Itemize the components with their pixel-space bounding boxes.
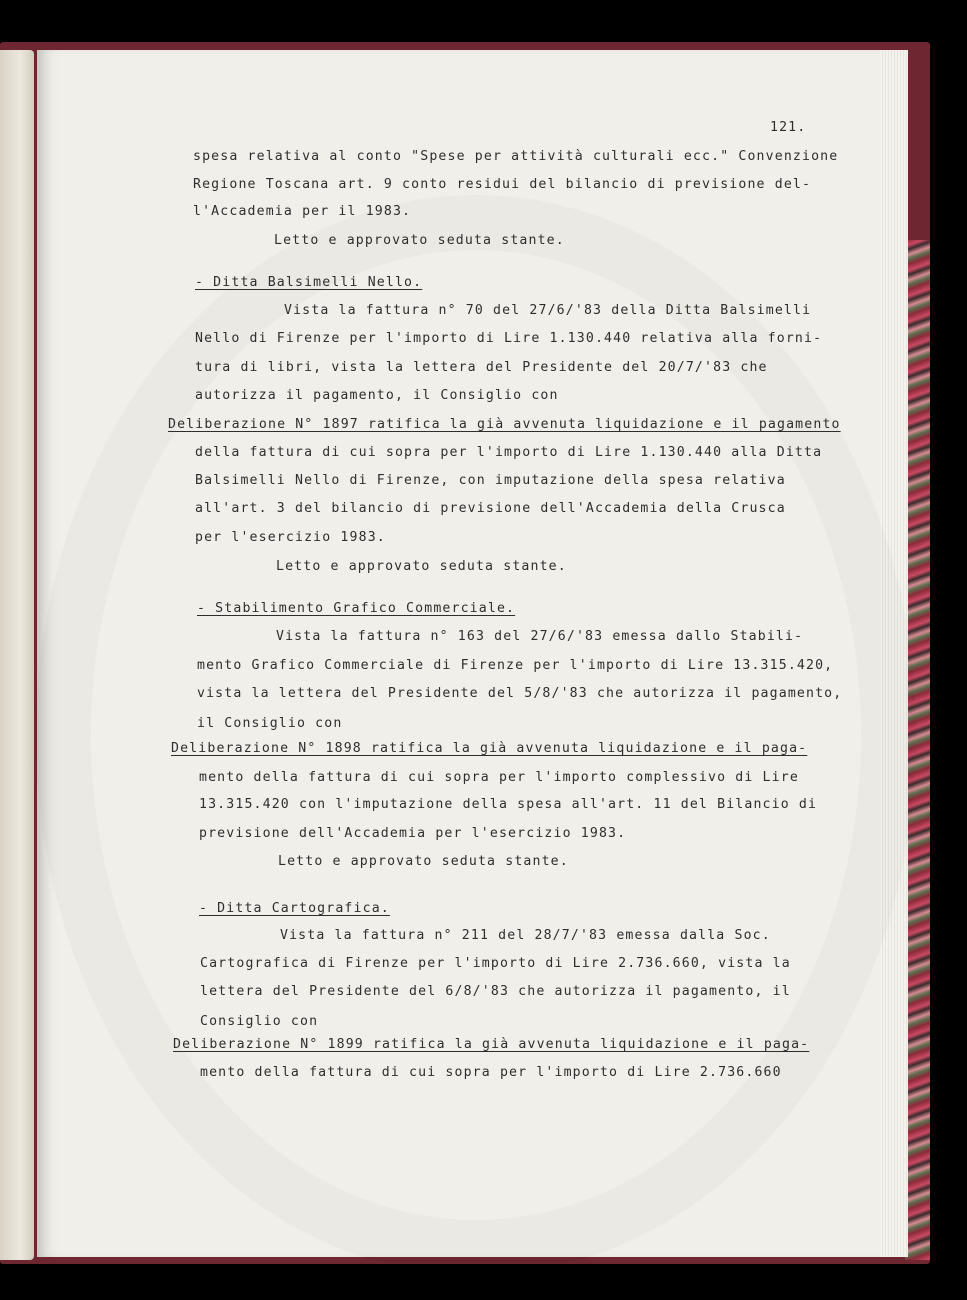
left-page-edge: [0, 50, 34, 1260]
text-line: lettera del Presidente del 6/8/'83 che autorizza il pagamento, il: [200, 984, 791, 999]
page-number: 121.: [770, 120, 807, 135]
text-line: Letto e approvato seduta stante.: [278, 854, 569, 869]
deliberazione-line: Deliberazione N° 1897 ratifica la già avvenuta liquidazione e il pagamento: [168, 417, 841, 432]
marbled-edge: [905, 240, 930, 1260]
text-line: autorizza il pagamento, il Consiglio con: [195, 388, 559, 403]
deliberazione-line: Deliberazione N° 1898 ratifica la già avvenuta liquidazione e il paga-: [171, 741, 808, 756]
deliberazione-line: Deliberazione N° 1899 ratifica la già avvenuta liquidazione e il paga-: [173, 1037, 810, 1052]
page-edges: [880, 50, 908, 1257]
text-line: l'Accademia per il 1983.: [193, 204, 412, 219]
text-line: Nello di Firenze per l'importo di Lire 1.130.440 relativa alla forni-: [195, 331, 823, 346]
text-line: il Consiglio con: [197, 716, 343, 731]
text-line: Cartografica di Firenze per l'importo di Lire 2.736.660, vista la: [200, 956, 791, 971]
text-line: 13.315.420 con l'imputazione della spesa all'art. 11 del Bilancio di: [199, 797, 818, 812]
text-line: della fattura di cui sopra per l'importo di Lire 1.130.440 alla Ditta: [195, 445, 823, 460]
text-line: Balsimelli Nello di Firenze, con imputazione della spesa relativa: [195, 473, 786, 488]
text-line: all'art. 3 del bilancio di previsione dell'Accademia della Crusca: [195, 501, 786, 516]
text-line: mento Grafico Commerciale di Firenze per l'importo di Lire 13.315.420,: [197, 658, 834, 673]
text-line: Letto e approvato seduta stante.: [276, 559, 567, 574]
text-line: Consiglio con: [200, 1014, 319, 1029]
text-line: Vista la fattura n° 163 del 27/6/'83 emessa dallo Stabili-: [276, 629, 804, 644]
text-line: mento della fattura di cui sopra per l'importo complessivo di Lire: [199, 770, 799, 785]
text-line: Regione Toscana art. 9 conto residui del bilancio di previsione del-: [193, 177, 812, 192]
text-line: previsione dell'Accademia per l'esercizio 1983.: [199, 826, 627, 841]
section-heading: - Ditta Cartografica.: [199, 901, 390, 916]
text-line: Vista la fattura n° 70 del 27/6/'83 della Ditta Balsimelli: [284, 303, 812, 318]
text-line: per l'esercizio 1983.: [195, 530, 386, 545]
text-line: vista la lettera del Presidente del 5/8/'83 che autorizza il pagamento,: [197, 686, 843, 701]
text-line: spesa relativa al conto "Spese per attività culturali ecc." Convenzione: [193, 149, 839, 164]
section-heading: - Stabilimento Grafico Commerciale.: [197, 601, 516, 616]
text-line: Vista la fattura n° 211 del 28/7/'83 emessa dalla Soc.: [280, 928, 771, 943]
section-heading: - Ditta Balsimelli Nello.: [195, 275, 423, 290]
text-line: Letto e approvato seduta stante.: [274, 233, 565, 248]
text-line: tura di libri, vista la lettera del Presidente del 20/7/'83 che: [195, 360, 768, 375]
text-line: mento della fattura di cui sopra per l'importo di Lire 2.736.660: [200, 1065, 782, 1080]
